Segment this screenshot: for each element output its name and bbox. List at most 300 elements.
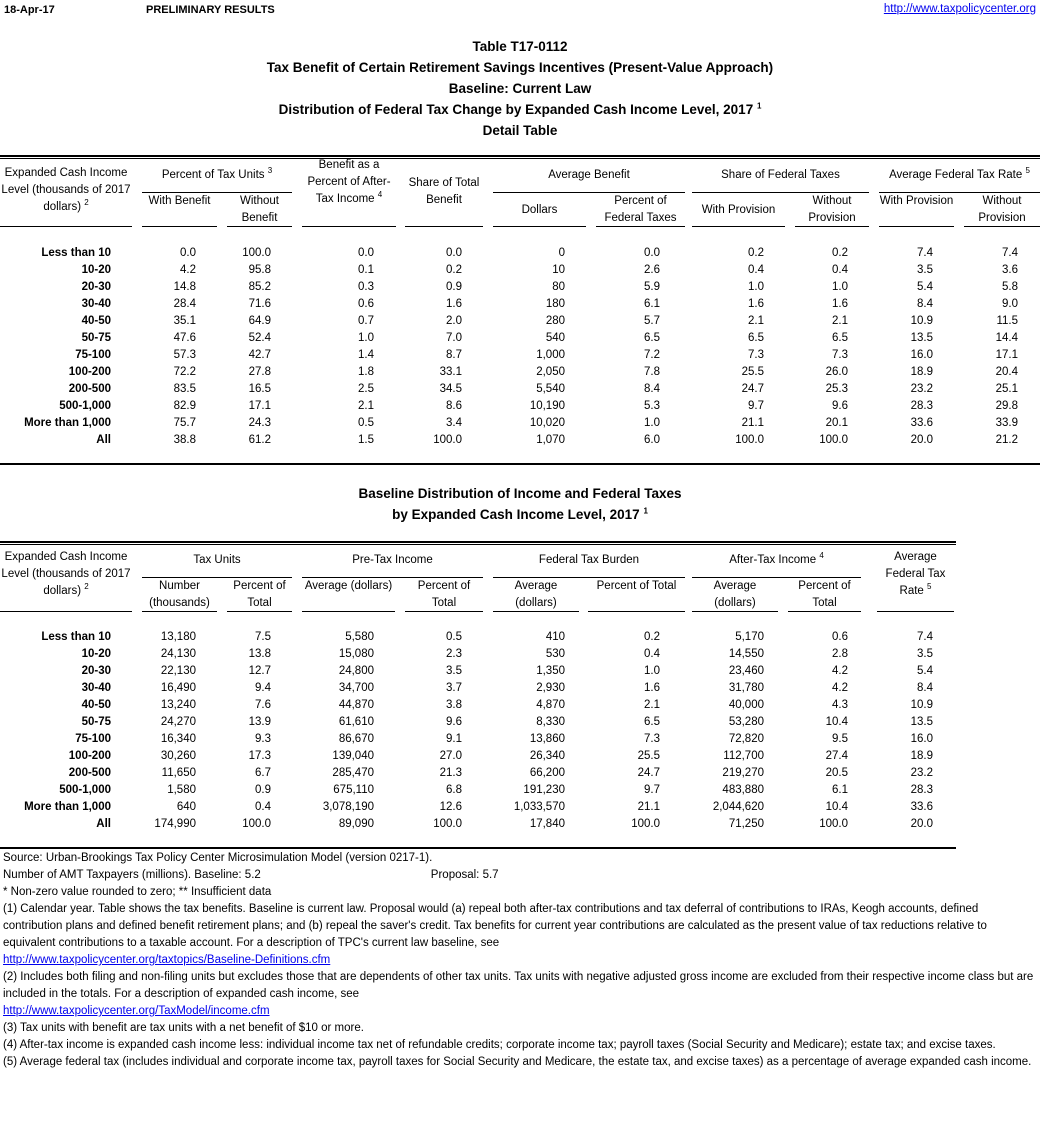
cell-dollars: 0 [558,247,565,259]
cell-after-avg: 219,270 [722,767,764,779]
cell-rate-without: 9.0 [1002,298,1018,310]
amt-note: Number of AMT Taxpayers (millions). Baseline: 5.2 Proposal: 5.7 [3,869,499,881]
cell-after-pct: 10.4 [825,801,848,813]
cell-number: 30,260 [160,750,196,762]
cell-with: 72.2 [173,366,196,378]
cell-share-with: 0.4 [748,264,764,276]
cell-benefit-pct: 1.0 [358,332,374,344]
t1-col-dollars: Dollars [493,202,586,227]
cell-share: 8.7 [446,349,462,361]
cell-pretax-avg: 15,080 [338,648,374,660]
cell-number: 16,340 [160,733,196,745]
t2-col-after-pct: Percent of Total [788,578,861,612]
cell-with: 28.4 [173,298,196,310]
t1-col-income-level: Expanded Cash Income Level (thousands of 2017 dollars) $^2$ [0,165,132,227]
table-row [0,381,1040,398]
t2-group-pretax: Pre-Tax Income [302,552,483,578]
t1-col-with-benefit: With Benefit [142,193,217,227]
cell-with: 82.9 [173,400,196,412]
cell-without: 85.2 [248,281,271,293]
cell-rate-without: 17.1 [995,349,1018,361]
cell-burden-avg: 4,870 [536,699,565,711]
cell-rate-without: 29.8 [995,400,1018,412]
cell-rate: 7.4 [917,631,933,643]
cell-benefit-pct: 2.5 [358,383,374,395]
table-row [0,347,1040,364]
t1-group-avg-rate: Average Federal Tax Rate $^5$ [879,167,1040,193]
t1-col-benefit-pct: Benefit as a Percent of After-Tax Income $^4$ [302,157,396,227]
cell-share-with: 25.5 [741,366,764,378]
table2-title-block [0,483,1040,525]
cell-after-avg: 23,460 [728,665,764,677]
cell-with: 14.8 [173,281,196,293]
cell-rate-with: 16.0 [910,349,933,361]
cell-burden-avg: 66,200 [529,767,565,779]
row-label: 20-30 [81,665,111,677]
cell-pretax-avg: 5,580 [345,631,374,643]
row-label: 30-40 [81,682,111,694]
cell-after-avg: 112,700 [723,750,764,762]
cell-after-pct: 0.6 [832,631,848,643]
cell-rate-without: 14.4 [995,332,1018,344]
cell-burden-pct: 21.1 [637,801,660,813]
cell-burden-pct: 2.1 [644,699,660,711]
row-label: 50-75 [81,332,111,344]
cell-share-without: 20.1 [825,417,848,429]
cell-pct-fed: 5.9 [644,281,660,293]
cell-number: 24,130 [160,648,196,660]
cell-burden-avg: 1,350 [536,665,565,677]
cell-share-with: 24.7 [741,383,764,395]
cell-share-without: 1.0 [832,281,848,293]
cell-rate-with: 28.3 [910,400,933,412]
cell-pct-units: 13.9 [248,716,271,728]
cell-share-without: 6.5 [832,332,848,344]
table-row [0,245,1040,262]
table-row [0,663,1040,680]
cell-after-pct: 4.3 [832,699,848,711]
cell-share: 8.6 [446,400,462,412]
cell-number: 640 [176,801,196,813]
cell-burden-avg: 191,230 [523,784,565,796]
t2-col-burden-avg: Average (dollars) [493,578,579,612]
cell-pct-fed: 7.2 [644,349,660,361]
row-label: 75-100 [75,349,111,361]
t1-group-share-fed-taxes: Share of Federal Taxes [692,167,869,193]
cell-number: 174,990 [154,818,196,830]
row-label: Less than 10 [41,247,111,259]
row-label: 40-50 [81,699,111,711]
cell-dollars: 80 [552,281,565,293]
cell-number: 11,650 [161,767,196,779]
footnotes [3,850,1038,1071]
cell-dollars: 10 [552,264,565,276]
table-row [0,748,1040,765]
t2-col-avg-rate: Average Federal Tax Rate $^5$ [877,549,954,612]
row-label: 30-40 [81,298,111,310]
cell-pretax-avg: 89,090 [338,818,374,830]
t2-group-fed-burden: Federal Tax Burden [493,552,685,578]
cell-pretax-avg: 61,610 [338,716,374,728]
cell-dollars: 10,190 [529,400,565,412]
t2-col-income-level: Expanded Cash Income Level (thousands of 2017 dollars) $^2$ [0,549,132,612]
cell-pct-units: 12.7 [248,665,271,677]
cell-share: 7.0 [446,332,462,344]
cell-share-without: 9.6 [832,400,848,412]
cell-pct-fed: 2.6 [644,264,660,276]
cell-share: 34.5 [439,383,462,395]
cell-without: 95.8 [248,264,271,276]
cell-rate-with: 5.4 [917,281,933,293]
t1-col-rate-without-provision: Without Provision [964,193,1040,227]
cell-benefit-pct: 0.7 [358,315,374,327]
cell-pretax-avg: 285,470 [332,767,374,779]
cell-after-pct: 4.2 [832,665,848,677]
cell-benefit-pct: 0.1 [358,264,374,276]
cell-with: 83.5 [173,383,196,395]
cell-share-with: 7.3 [748,349,764,361]
table-number: Table T17-0112 [472,39,568,54]
cell-pct-fed: 6.5 [644,332,660,344]
cell-pct-units: 13.8 [248,648,271,660]
cell-pct-units: 6.7 [255,767,271,779]
row-label: 75-100 [75,733,111,745]
cell-without: 42.7 [248,349,271,361]
table-row [0,731,1040,748]
cell-after-pct: 6.1 [832,784,848,796]
cell-share: 33.1 [439,366,462,378]
cell-number: 13,240 [160,699,196,711]
cell-with: 38.8 [173,434,196,446]
cell-share: 0.0 [446,247,462,259]
cell-pct-fed: 8.4 [644,383,660,395]
cell-share-with: 9.7 [748,400,764,412]
table-type: Detail Table [482,123,558,138]
cell-pretax-pct: 0.5 [446,631,462,643]
cell-pretax-avg: 44,870 [338,699,374,711]
cell-pretax-avg: 675,110 [333,784,374,796]
table-row [0,714,1040,731]
cell-without: 17.1 [248,400,271,412]
cell-burden-pct: 0.4 [644,648,660,660]
cell-pct-fed: 7.8 [644,366,660,378]
cell-after-pct: 9.5 [832,733,848,745]
cell-share-with: 0.2 [748,247,764,259]
nonzero-note: * Non-zero value rounded to zero; ** Insufficient data [3,886,272,898]
cell-pct-units: 17.3 [248,750,271,762]
cell-benefit-pct: 1.8 [358,366,374,378]
cell-without: 27.8 [248,366,271,378]
cell-after-pct: 2.8 [832,648,848,660]
cell-pct-units: 7.6 [255,699,271,711]
cell-pct-fed: 1.0 [644,417,660,429]
cell-dollars: 280 [545,315,565,327]
row-label: 10-20 [81,648,111,660]
t1-col-share-without-provision: Without Provision [795,193,869,227]
cell-burden-pct: 0.2 [644,631,660,643]
cell-pct-units: 0.4 [255,801,271,813]
cell-share-with: 6.5 [748,332,764,344]
cell-share-without: 2.1 [832,315,848,327]
cell-dollars: 10,020 [529,417,565,429]
cell-pretax-pct: 12.6 [439,801,462,813]
row-label: More than 1,000 [24,801,111,813]
cell-share-without: 0.4 [832,264,848,276]
table-distribution-title: Distribution of Federal Tax Change by Expanded Cash Income Level, 2017 $^1$ [278,101,762,117]
t1-col-share-total: Share of Total Benefit [405,175,483,227]
cell-rate: 3.5 [917,648,933,660]
cell-pretax-avg: 34,700 [338,682,374,694]
cell-benefit-pct: 0.3 [358,281,374,293]
cell-after-pct: 27.4 [825,750,848,762]
t1-col-pct-fed-taxes: Percent of Federal Taxes [596,193,685,227]
cell-pretax-pct: 100.0 [433,818,462,830]
table-subject: Tax Benefit of Certain Retirement Savings Incentives (Present-Value Approach) [266,60,774,75]
table-title-block [0,36,1040,141]
cell-burden-avg: 1,033,570 [513,801,565,813]
cell-burden-avg: 8,330 [536,716,565,728]
cell-after-avg: 31,780 [728,682,764,694]
cell-pct-fed: 6.1 [644,298,660,310]
cell-after-avg: 53,280 [728,716,764,728]
cell-pct-fed: 5.3 [644,400,660,412]
cell-burden-avg: 410 [545,631,565,643]
preliminary-label: PRELIMINARY RESULTS [146,4,275,16]
cell-share: 2.0 [446,315,462,327]
cell-burden-avg: 13,860 [529,733,565,745]
cell-pretax-pct: 6.8 [446,784,462,796]
row-label: 20-30 [81,281,111,293]
cell-after-pct: 4.2 [832,682,848,694]
cell-pretax-pct: 21.3 [439,767,462,779]
cell-benefit-pct: 1.5 [358,434,374,446]
row-label: 50-75 [81,716,111,728]
table-row [0,262,1040,279]
row-label: 500-1,000 [59,784,111,796]
cell-burden-avg: 26,340 [529,750,565,762]
cell-without: 16.5 [248,383,271,395]
cell-dollars: 1,000 [536,349,565,361]
t1-col-share-with-provision: With Provision [692,202,785,227]
cell-dollars: 1,070 [536,434,565,446]
cell-rate-without: 20.4 [995,366,1018,378]
table-row [0,629,1040,646]
cell-rate: 20.0 [910,818,933,830]
cell-rate: 33.6 [910,801,933,813]
cell-after-pct: 10.4 [825,716,848,728]
footnote-2: (2) Includes both filing and non-filing units but excludes those that are dependents of other tax units. Tax units with negative adjusted gross income are excluded from their respective income class but are included in the totals. For a description of expanded cash income, see [3,971,1034,1000]
cell-pct-units: 9.4 [255,682,271,694]
cell-rate-with: 13.5 [910,332,933,344]
cell-rate: 10.9 [910,699,933,711]
cell-share: 3.4 [446,417,462,429]
cell-rate: 8.4 [917,682,933,694]
t2-col-pct-units: Percent of Total [227,578,292,612]
table-row [0,415,1040,432]
row-label: Less than 10 [41,631,111,643]
cell-share-without: 25.3 [825,383,848,395]
cell-burden-avg: 17,840 [529,818,565,830]
row-label: 200-500 [68,383,111,395]
cell-rate-with: 23.2 [910,383,933,395]
cell-after-avg: 72,820 [728,733,764,745]
cell-rate-with: 10.9 [910,315,933,327]
cell-pretax-pct: 3.7 [446,682,462,694]
t2-col-pretax-avg: Average (dollars) [302,578,395,612]
cell-rate: 16.0 [910,733,933,745]
cell-burden-pct: 7.3 [644,733,660,745]
cell-rate: 5.4 [917,665,933,677]
cell-rate: 13.5 [910,716,933,728]
cell-without: 52.4 [248,332,271,344]
cell-share: 1.6 [446,298,462,310]
cell-dollars: 2,050 [536,366,565,378]
cell-pretax-avg: 86,670 [338,733,374,745]
cell-pretax-pct: 9.6 [446,716,462,728]
cell-burden-pct: 6.5 [644,716,660,728]
table-row [0,330,1040,347]
cell-rate-without: 7.4 [1002,247,1018,259]
cell-burden-avg: 2,930 [536,682,565,694]
table-row [0,765,1040,782]
footnote-1: (1) Calendar year. Table shows the tax benefits. Baseline is current law. Proposal would (a) repeal both after-tax contributions and tax deferral of contributions to IRAs, Keogh accounts, defined contribution plans and defined benefit retirement plans; and (b) repeal the saver's credit. Tax benefits for current year contributions are calculated as the present value of tax reductions relative to equivalent contributions to a taxable account. For a description of TPC's current law baseline, see [3,903,987,949]
cell-after-avg: 71,250 [728,818,764,830]
cell-pretax-avg: 24,800 [338,665,374,677]
t1-col-rate-with-provision: With Provision [879,193,954,227]
t2-group-aftertax: After-Tax Income $^4$ [692,552,861,578]
cell-rate-with: 3.5 [917,264,933,276]
cell-burden-pct: 24.7 [637,767,660,779]
cell-with: 0.0 [180,247,196,259]
cell-rate: 28.3 [910,784,933,796]
footnote-5: (5) Average federal tax (includes individual and corporate income tax, payroll taxes for Social Security and Medicare, the estate tax, and excise taxes) as a percentage of average expanded cash income. [3,1056,1032,1068]
income-definition-link[interactable]: http://www.taxpolicycenter.org/TaxModel/income.cfm [3,1005,270,1017]
table-row [0,296,1040,313]
cell-pct-fed: 5.7 [644,315,660,327]
row-label: 40-50 [81,315,111,327]
table-row [0,646,1040,663]
cell-pct-units: 0.9 [255,784,271,796]
baseline-definitions-link[interactable]: http://www.taxpolicycenter.org/taxtopics/Baseline-Definitions.cfm [3,954,331,966]
cell-share-without: 1.6 [832,298,848,310]
cell-rate: 23.2 [910,767,933,779]
table-row [0,799,1040,816]
cell-rate-without: 25.1 [995,383,1018,395]
cell-burden-pct: 100.0 [631,818,660,830]
table1-top-border [0,155,1040,159]
cell-after-pct: 100.0 [819,818,848,830]
cell-rate-with: 7.4 [917,247,933,259]
cell-share-without: 26.0 [825,366,848,378]
cell-after-avg: 14,550 [728,648,764,660]
cell-without: 100.0 [242,247,271,259]
cell-benefit-pct: 0.5 [358,417,374,429]
cell-share-with: 1.6 [748,298,764,310]
cell-with: 47.6 [173,332,196,344]
row-label: 200-500 [68,767,111,779]
table-row [0,279,1040,296]
cell-pct-units: 100.0 [242,818,271,830]
cell-dollars: 180 [545,298,565,310]
cell-rate-without: 33.9 [995,417,1018,429]
cell-pretax-avg: 3,078,190 [322,801,374,813]
table-row [0,398,1040,415]
cell-burden-pct: 1.6 [644,682,660,694]
cell-rate-with: 33.6 [910,417,933,429]
table2-bottom-border [0,847,956,849]
cell-after-avg: 5,170 [735,631,764,643]
table-baseline: Baseline: Current Law [448,81,592,96]
cell-pretax-pct: 9.1 [446,733,462,745]
cell-after-avg: 483,880 [722,784,764,796]
cell-rate-with: 20.0 [910,434,933,446]
cell-with: 35.1 [173,315,196,327]
table-row [0,782,1040,799]
table-row [0,680,1040,697]
t2-col-pretax-pct: Percent of Total [405,578,483,612]
cell-number: 16,490 [160,682,196,694]
cell-share: 0.2 [446,264,462,276]
cell-pretax-pct: 2.3 [446,648,462,660]
cell-pct-units: 7.5 [255,631,271,643]
cell-dollars: 5,540 [536,383,565,395]
cell-with: 75.7 [173,417,196,429]
cell-number: 22,130 [160,665,196,677]
t1-group-pct-units: Percent of Tax Units $^3$ [142,167,292,193]
table-row [0,313,1040,330]
cell-rate-without: 3.6 [1002,264,1018,276]
cell-share-with: 100.0 [735,434,764,446]
source-note: Source: Urban-Brookings Tax Policy Center Microsimulation Model (version 0217-1). [3,852,433,864]
table-row [0,364,1040,381]
t1-group-avg-benefit: Average Benefit [493,167,685,193]
cell-with: 4.2 [180,264,196,276]
t2-col-number: Number (thousands) [142,578,217,612]
row-label: More than 1,000 [24,417,111,429]
footnote-3: (3) Tax units with benefit are tax units with a net benefit of $10 or more. [3,1022,364,1034]
cell-pretax-pct: 27.0 [439,750,462,762]
tpc-website-link[interactable]: http://www.taxpolicycenter.org [883,3,1036,15]
cell-without: 64.9 [248,315,271,327]
t2-col-burden-pct: Percent of Total [588,578,685,612]
table-row [0,697,1040,714]
row-label: 100-200 [68,750,111,762]
row-label: 10-20 [81,264,111,276]
cell-burden-pct: 1.0 [644,665,660,677]
row-label: 500-1,000 [59,400,111,412]
cell-share: 100.0 [433,434,462,446]
t2-col-after-avg: Average (dollars) [692,578,778,612]
cell-pretax-pct: 3.5 [446,665,462,677]
t1-col-without-benefit: Without Benefit [227,193,292,227]
cell-after-avg: 2,044,620 [712,801,764,813]
cell-rate: 18.9 [910,750,933,762]
cell-after-pct: 20.5 [825,767,848,779]
cell-share-without: 7.3 [832,349,848,361]
table-row [0,432,1040,449]
cell-burden-pct: 9.7 [644,784,660,796]
cell-pct-units: 9.3 [255,733,271,745]
cell-share-with: 1.0 [748,281,764,293]
cell-without: 61.2 [248,434,271,446]
cell-share-without: 100.0 [819,434,848,446]
cell-number: 13,180 [160,631,196,643]
cell-rate-without: 11.5 [996,315,1018,327]
cell-rate-with: 8.4 [917,298,933,310]
table-row [0,816,1040,833]
cell-share-without: 0.2 [832,247,848,259]
table2-top-border [0,541,956,545]
